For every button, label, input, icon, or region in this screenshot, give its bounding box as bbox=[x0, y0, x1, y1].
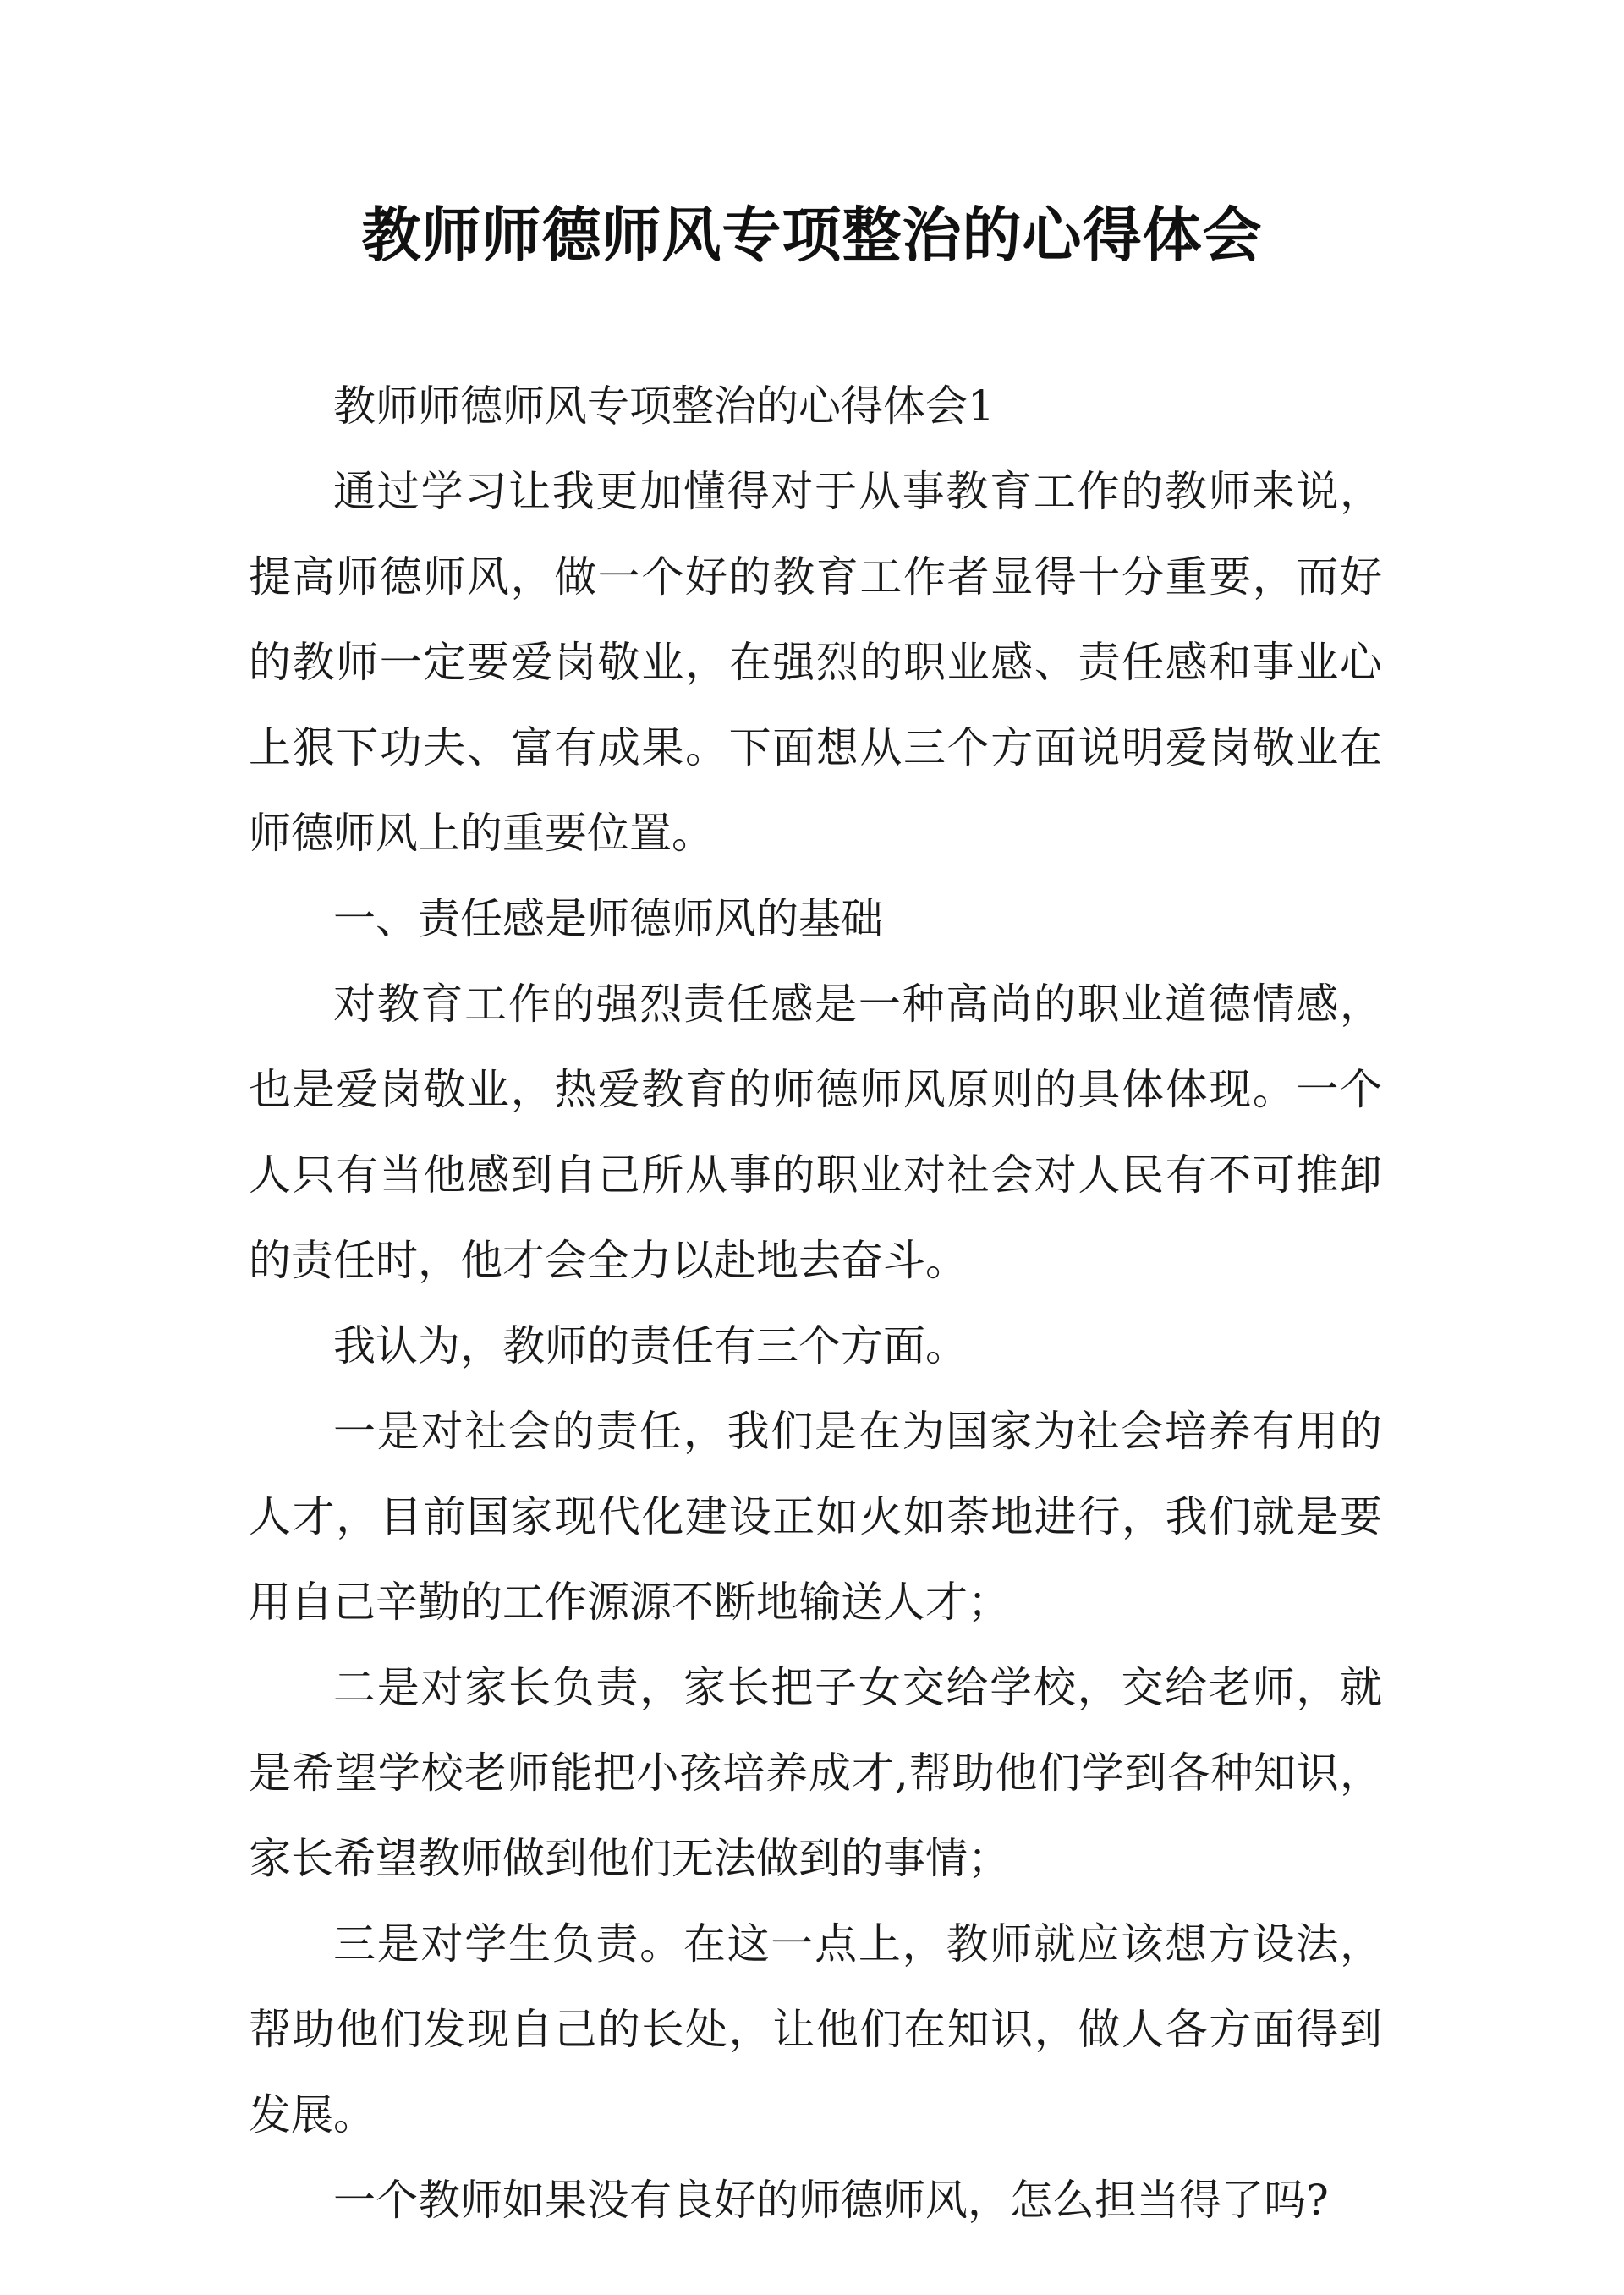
paragraph-students: 三是对学生负责。在这一点上，教师就应该想方设法，帮助他们发现自己的长处，让他们在知识，做人各方面得到发展。 bbox=[249, 1919, 1382, 2139]
paragraph-three-aspects: 我认为，教师的责任有三个方面。 bbox=[333, 1321, 968, 1370]
paragraph-responsibility: 对教育工作的强烈责任感是一种高尚的职业道德情感，也是爱岗敬业，热爱教育的师德师风原则的具体体现。一个人只有当他感到自己所从事的职业对社会对人民有不可推卸的责任时，他才会全力以赴地去奋斗。 bbox=[249, 980, 1382, 1285]
paragraph-intro: 通过学习让我更加懂得对于从事教育工作的教师来说，提高师德师风，做一个好的教育工作者显得十分重要，而好的教师一定要爱岗敬业，在强烈的职业感、责任感和事业心上狠下功夫、富有成果。下面想从三个方面说明爱岗敬业在师德师风上的重要位置。 bbox=[249, 467, 1382, 858]
paragraph-parents: 二是对家长负责，家长把子女交给学校，交给老师，就是希望学校老师能把小孩培养成才,帮助他们学到各种知识，家长希望教师做到他们无法做到的事情； bbox=[249, 1663, 1382, 1883]
section-heading-responsibility: 一、责任感是师德师风的基础 bbox=[333, 894, 883, 943]
paragraph-heading-1: 教师师德师风专项整治的心得体会1 bbox=[333, 382, 995, 431]
document-body bbox=[249, 364, 1382, 2243]
paragraph-society: 一是对社会的责任，我们是在为国家为社会培养有用的人才，目前国家现代化建设正如火如荼地进行，我们就是要用自己辛勤的工作源源不断地输送人才； bbox=[249, 1407, 1382, 1627]
paragraph-question: 一个教师如果没有良好的师德师风，怎么担当得了吗? bbox=[333, 2176, 1329, 2225]
document-title: 教师师德师风专项整治的心得体会 bbox=[361, 200, 1263, 270]
